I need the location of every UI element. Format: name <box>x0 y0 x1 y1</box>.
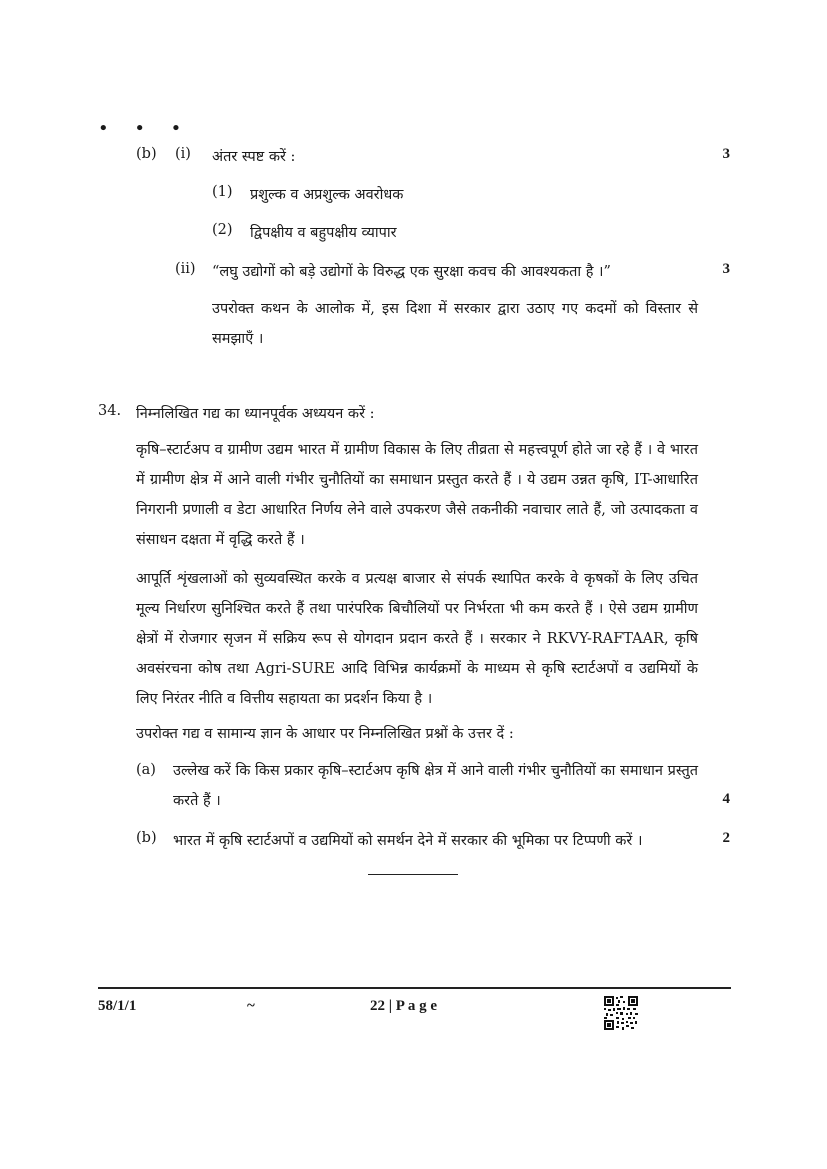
qr-code-icon <box>604 996 638 1030</box>
footer-rule <box>98 987 731 989</box>
list-item-num: (2) <box>212 222 233 238</box>
footer-tilde: ~ <box>247 998 255 1014</box>
q33b-ii-label: (ii) <box>175 261 196 277</box>
q34b-text: भारत में कृषि स्टार्टअपों व उद्यमियों को समर्थन देने में सरकार की भूमिका पर टिप्पणी करें । <box>173 833 643 849</box>
q33b-ii-quote: “लघु उद्योगों को बड़े उद्योगों के विरुद्ध एक सुरक्षा कवच की आवश्यकता है ।” <box>212 264 611 280</box>
passage-paragraph-1: कृषि–स्टार्टअप व ग्रामीण उद्यम भारत में ग्रामीण विकास के लिए तीव्रता से महत्त्वपूर्ण होते जा रहे हैं । वे भारत में ग्रामीण क्षेत्र में आने वाली गंभीर चुनौतियों का समाधान प्रस्तुत करते हैं । ये उद्यम उन्नत कृषि, IT-आधारित निगरानी प्रणाली व डेटा आधारित निर्णय लेने वाले उपकरण जैसे तकनीकी नवाचार लाते हैं, जो उत्पादकता व संसाधन दक्षता में वृद्धि करते हैं । <box>136 442 698 548</box>
q33b-i-text: अंतर स्पष्ट करें : <box>212 149 296 165</box>
q33b-i-marks: 3 <box>722 146 730 162</box>
page-number: 22 | P a g e <box>370 998 438 1014</box>
q33b-ii-text: उपरोक्त कथन के आलोक में, इस दिशा में सरकार द्वारा उठाए गए कदमों को विस्तार से समझाएँ । <box>212 301 698 347</box>
q33b-ii-marks: 3 <box>722 261 730 277</box>
q34-instruction: उपरोक्त गद्य व सामान्य ज्ञान के आधार पर निम्नलिखित प्रश्नों के उत्तर दें : <box>136 726 514 742</box>
q34a-label: (a) <box>136 762 156 778</box>
list-item-text: द्विपक्षीय व बहुपक्षीय व्यापार <box>250 225 397 241</box>
q34a-text: उल्लेख करें कि किस प्रकार कृषि–स्टार्टअप कृषि क्षेत्र में आने वाली गंभीर चुनौतियों का समाधान प्रस्तुत करते हैं । <box>173 763 698 809</box>
header-dots: • • • <box>98 118 192 139</box>
q34b-marks: 2 <box>722 830 730 846</box>
paper-code: 58/1/1 <box>98 998 137 1014</box>
end-separator <box>368 874 458 875</box>
q33b-label: (b) <box>136 146 157 162</box>
list-item-num: (1) <box>212 184 233 200</box>
q34-heading: निम्नलिखित गद्य का ध्यानपूर्वक अध्ययन करें : <box>136 406 375 422</box>
q33b-i-label: (i) <box>175 146 191 162</box>
passage-paragraph-2: आपूर्ति शृंखलाओं को सुव्यवस्थित करके व प्रत्यक्ष बाजार से संपर्क स्थापित करके वे कृषकों के लिए उचित मूल्य निर्धारण सुनिश्चित करते हैं तथा पारंपरिक बिचौलियों पर निर्भरता भी कम करते हैं । ऐसे उद्यम ग्रामीण क्षेत्रों में रोजगार सृजन में सक्रिय रूप से योगदान प्रदान करते हैं । सरकार ने RKVY-RAFTAAR, कृषि अवसंरचना कोष तथा Agri-SURE आदि विभिन्न कार्यक्रमों के माध्यम से कृषि स्टार्टअपों व उद्यमियों के लिए निरंतर नीति व वित्तीय सहायता का प्रदर्शन किया है । <box>136 571 698 707</box>
list-item-text: प्रशुल्क व अप्रशुल्क अवरोधक <box>250 187 404 203</box>
q34a-marks: 4 <box>722 791 730 807</box>
q34b-label: (b) <box>136 830 157 846</box>
q34-number: 34. <box>98 403 122 419</box>
